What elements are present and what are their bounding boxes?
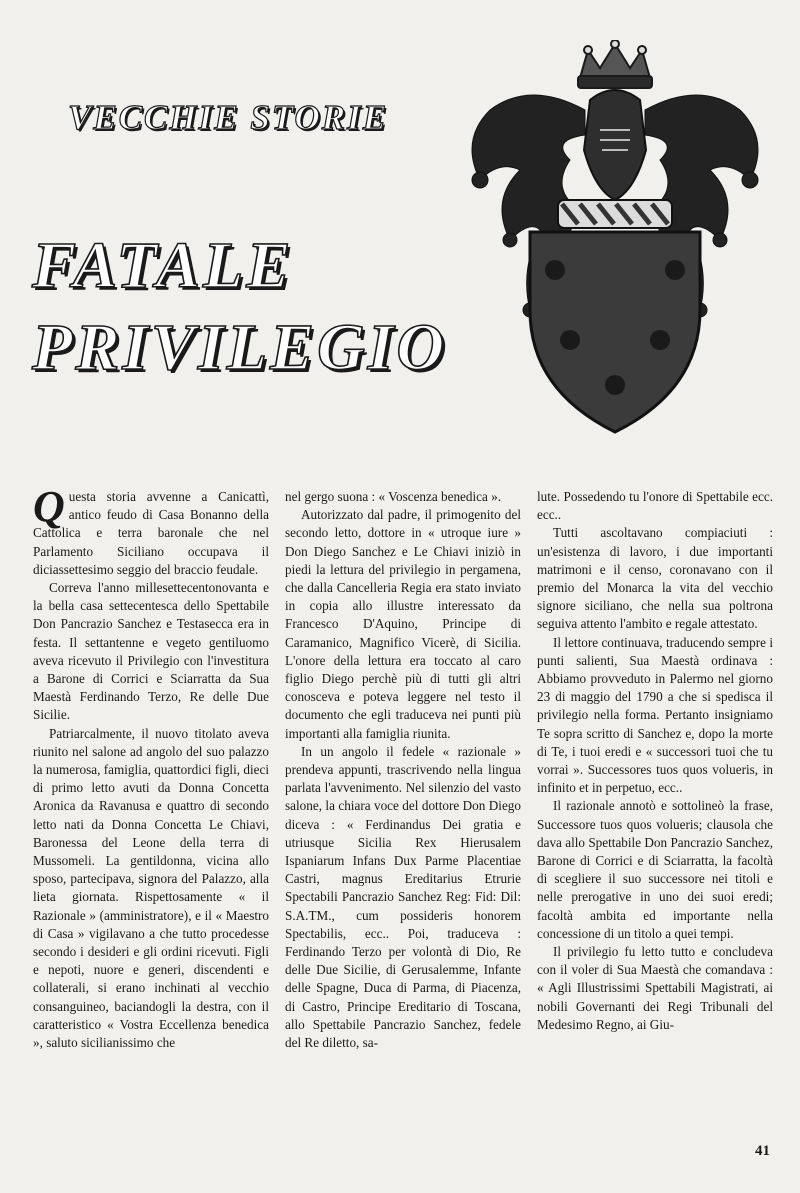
- article-column-1: [33, 488, 269, 1148]
- paragraph: Correva l'anno millesettecentonovanta e la bella casa settecentesca dello Spettabile Don Pancrazio Sanchez e Testasecca era in festa. Il settantenne e vegeto gentiluomo aveva ricevuto il Privilegio con l'investitura a Barone di Corrici e Sciarratta da Sua Maestà Ferdinando Terzo, Re delle Due Sicilie.: [33, 580, 269, 723]
- paragraph: Autorizzato dal padre, il primogenito del secondo letto, dottore in « utroque iure » Don Diego Sanchez e Le Chiavi iniziò in piedi la lettura del privilegio in pergamena, che dalla Cancelleria Regia era stato inviato in copia allo illustre interessato da Francesco D'Aquino, Principe di Caramanico, Magnifico Vicerè, di Sicilia. L'onore della lettura era toccato al caro figlio Diego perchè più di tutti gli altri conosceva e poteva leggere nel testo il documento che egli traduceva nei punti più importanti alla famiglia riunita.: [285, 507, 521, 741]
- helmet-icon: [584, 90, 646, 200]
- article-title-line-1: FATALE: [32, 229, 294, 302]
- paragraph: In un angolo il fedele « razionale » prendeva appunti, trascrivendo nella lingua parlata l'avvenimento. Nel silenzio del vasto salone, la chiara voce del dottore Don Diego diceva : « Ferdinandus Dei gratia e utriusque Sicilia Rex Hierusalem Ispaniarum Infans Dux Parme Placentiae Castri, magnus Ereditarius Etrurie Spectabili Pancrazio Sanchez Reg: Fid: Dil: S.A.TM., cum possideris honorem Spectabilis, ecc.. Poi, traduceva : Ferdinando Terzo per volontà di Dio, Re delle Due Sicilie, di Gerusalemme, Infante delle Spagne, Duca di Parma, di Piacenza, di Castro, Principe Ereditario di Toscana, allo Spettabile Pancrazio Sanchez, fedele del Re diletto, sa-: [285, 743, 521, 1051]
- paragraph: lute. Possedendo tu l'onore di Spettabile ecc. ecc..: [537, 489, 773, 523]
- article-column-2: [285, 488, 521, 1148]
- paragraph: Il lettore continuava, traducendo sempre i punti salienti, Sua Maestà ordinava : Abbiamo provveduto in Palermo nel giorno 23 di maggio del 1790 a che si spedisca il privilegio nella forma. Pertanto insigniamo Te sopra scritto di Sanchez e, dopo la morte di Te, i tuoi eredi e « successori tuoi che tu vorrai ». Successores tuos quos volueris, in infinito et in perpetuo, ecc..: [537, 634, 773, 796]
- paragraph: Il razionale annotò e sottolineò la frase, Successore tuos quos volueris; clausola che dava allo Spettabile Don Pancrazio Sanchez, Barone di Corrici e di Sciarratta, la facoltà di scegliere il suo successore nei titoli e nelle prerogative in uno dei suoi eredi; facoltà ambita ed importante nella concessione di un titolo a quei tempi.: [537, 798, 773, 941]
- article-title-line-2: PRIVILEGIO: [32, 311, 448, 384]
- paragraph: Patriarcalmente, il nuovo titolato aveva riunito nel salone ad angolo del suo palazzo la numerosa, famiglia, quattordici figli, dieci di primo letto avuti da Donna Concetta Aronica da Ravanusa e quattro di secondo letto nati da Donna Concetta Le Chiavi, Baronessa del Leone della terra di Mussomeli. La gentildonna, vicina allo sposo, partecipava, signora del Palazzo, alla lieta giornata. Rispettosamente « il Razionale » (amministratore), e il « Maestro di Casa » vigilavano a che tutto procedesse secondo i desideri e gli ordini ricevuti. Figli e nepoti, nuore e generi, discendenti e collaterali, si erano inchinati al vecchio consanguineo, baciandogli la destra, con il caratteristico « Vostra Eccellenza benedica », saluto sicilianissimo che: [33, 725, 269, 1051]
- page-number: 41: [755, 1143, 770, 1159]
- drop-cap: Q: [33, 488, 65, 531]
- paragraph: Tutti ascoltavano compiaciuti : un'esistenza di lavoro, i due importanti matrimoni e il censo, coronavano con il premio del Monarca la vita del vecchio signore siciliano, che nella sua poltrona seguiva attento l'ambito e regale attestato.: [537, 525, 773, 632]
- section-kicker: VECCHIE STORIE: [68, 98, 389, 137]
- article-title: [32, 225, 448, 389]
- article-column-3: [537, 488, 773, 1148]
- article-body: [33, 488, 773, 1148]
- crown-icon: [578, 40, 652, 88]
- paragraph: Il privilegio fu letto tutto e concludeva con il voler di Sua Maestà che comandava : « Agli Illustrissimi Spettabili Magistrati, ai nobili Governanti dei Regi Tribunali del Medesimo Regno, ai Giu-: [537, 944, 773, 1032]
- paragraph: nel gergo suona : « Voscenza benedica ».: [285, 489, 502, 504]
- coat-of-arms-icon: [450, 40, 780, 435]
- paragraph: Questa storia avvenne a Canicattì, antico feudo di Casa Bonanno della Cattolica e terra baronale che nel Parlamento Siciliano occupava il diciassettesimo seggio del braccio feudale.: [33, 488, 269, 577]
